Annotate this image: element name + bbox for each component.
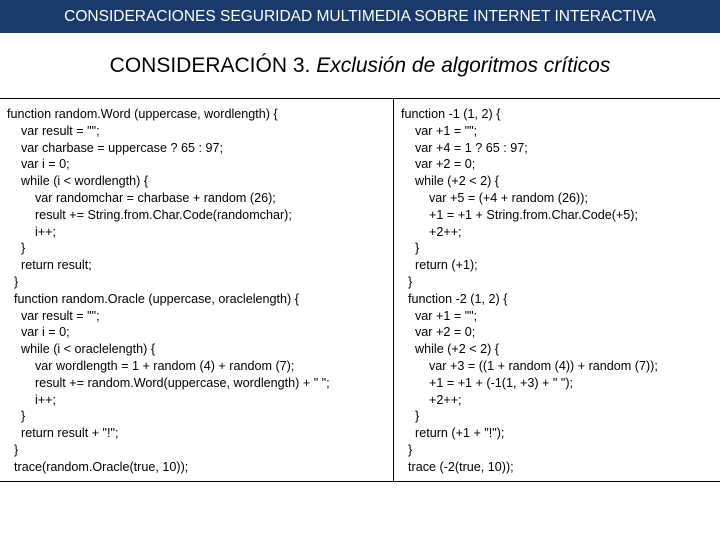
obfuscated-code-line: var +5 = (+4 + random (26)); [401,190,588,205]
original-code-line: trace(random.Oracle(true, 10)); [7,459,189,474]
original-code-line: i++; [7,224,56,239]
slide-title-label: CONSIDERACIÓN 3. [109,54,311,77]
original-code-line: var i = 0; [7,157,70,172]
original-code-column [7,106,389,476]
original-code-line: } [7,442,19,457]
obfuscated-code-line: return (+1); [401,258,478,273]
obfuscated-code-line: var +1 = ""; [401,308,478,323]
obfuscated-code-line: var +2 = 0; [401,325,476,340]
slide-title [0,54,720,78]
obfuscated-code-line: +2++; [401,392,462,407]
original-code-line: } [7,241,26,256]
original-code-line: var wordlength = 1 + random (4) + random (7); [7,358,295,373]
obfuscated-code-line: var +1 = ""; [401,123,478,138]
original-code-line: var result = ""; [7,123,100,138]
obfuscated-code-line: } [401,409,420,424]
obfuscated-code-line: return (+1 + "!"); [401,426,505,441]
original-code-line: var charbase = uppercase ? 65 : 97; [7,140,223,155]
obfuscated-code-line: } [401,442,413,457]
obfuscated-code-line: } [401,274,413,289]
original-code-line: } [7,274,19,289]
original-code-line: while (i < wordlength) { [7,174,149,189]
original-code-line: while (i < oraclelength) { [7,342,156,357]
obfuscated-code-line: while (+2 < 2) { [401,174,500,189]
original-code-line: var i = 0; [7,325,70,340]
original-code-line: return result + "!"; [7,426,119,441]
original-code-line: function random.Oracle (uppercase, oraclelength) { [7,291,299,306]
obfuscated-code-column [401,106,716,476]
slide-title-subject: Exclusión de algoritmos críticos [316,54,611,77]
original-code-line: function random.Word (uppercase, wordlength) { [7,107,278,121]
original-code-line: var randomchar = charbase + random (26); [7,190,276,205]
obfuscated-code-line: trace (-2(true, 10)); [401,459,514,474]
obfuscated-code-line: } [401,241,420,256]
obfuscated-code-line: var +4 = 1 ? 65 : 97; [401,140,528,155]
header-bar [0,0,720,33]
obfuscated-code-line: +2++; [401,224,462,239]
obfuscated-code-line: +1 = +1 + String.from.Char.Code(+5); [401,207,638,222]
obfuscated-code-line: while (+2 < 2) { [401,342,500,357]
obfuscated-code-line: function -2 (1, 2) { [401,291,508,306]
obfuscated-code-line: +1 = +1 + (-1(1, +3) + " "); [401,375,574,390]
original-code-line: i++; [7,392,56,407]
original-code-line: var result = ""; [7,308,100,323]
original-code-line: return result; [7,258,92,273]
original-code-line: result += String.from.Char.Code(randomchar); [7,207,292,222]
obfuscated-code-line: function -1 (1, 2) { [401,107,501,121]
code-comparison-table [0,98,720,482]
original-code-line: } [7,409,26,424]
obfuscated-code-line: var +3 = ((1 + random (4)) + random (7)); [401,358,658,373]
header-title: CONSIDERACIONES SEGURIDAD MULTIMEDIA SOBRE INTERNET INTERACTIVA [64,8,656,25]
obfuscated-code-line: var +2 = 0; [401,157,476,172]
original-code-line: result += random.Word(uppercase, wordlength) + " "; [7,375,330,390]
column-divider [393,99,394,481]
